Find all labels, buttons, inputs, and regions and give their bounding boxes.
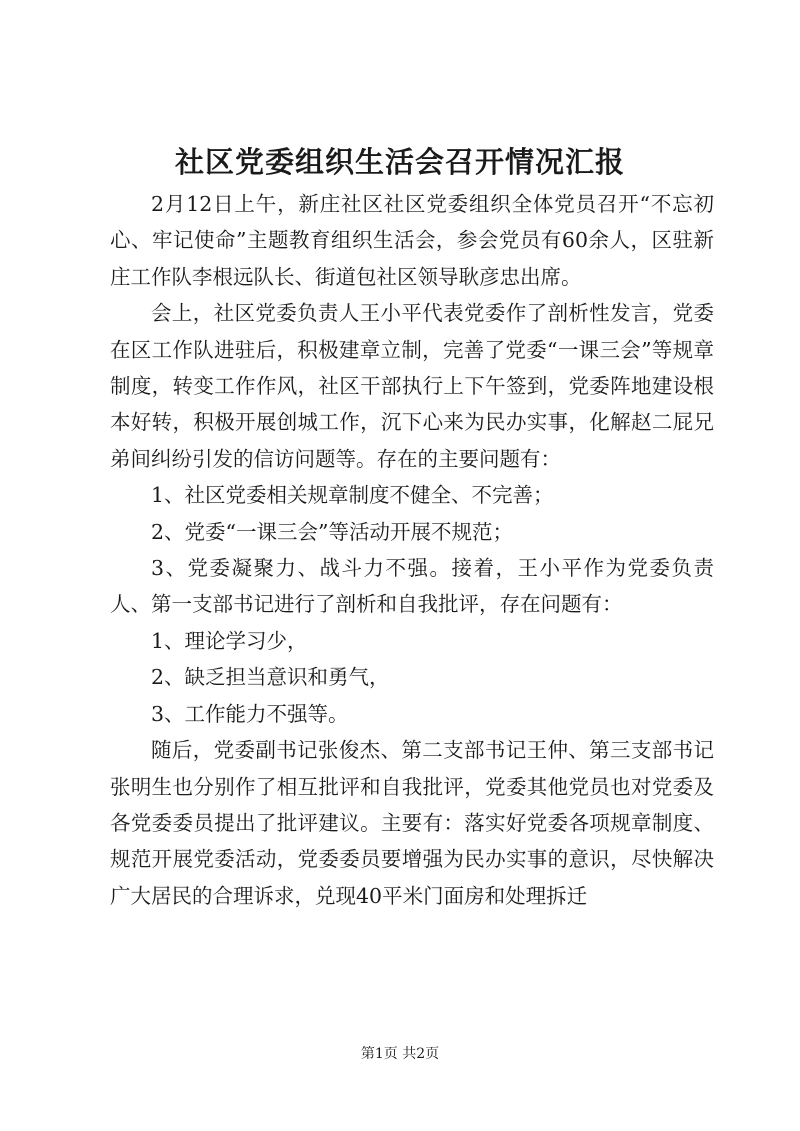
- list-item-self-criticism-1: 1、理论学习少，: [151, 628, 308, 653]
- paragraph-party-committee-speech: 会上，社区党委负责人王小平代表党委作了剖析性发言，党委在区工作队进驻后，积极建章立制，完善了党委“一课三会”等规章制度，转变工作作风，社区干部执行上下午签到，党委阵地建设根本好转，积极开展创城工作，沉下心来为民办实事，化解赵二屁兄弟间纠纷引发的信访问题等。存在的主要问题有：: [110, 301, 714, 471]
- paragraph-mutual-criticism: 随后，党委副书记张俊杰、第二支部书记王仲、第三支部书记张明生也分别作了相互批评和自我批评，党委其他党员也对党委及各党委委员提出了批评建议。主要有：落实好党委各项规章制度、规范开展党委活动，党委委员要增强为民办实事的意识，尽快解决广大居民的合理诉求，兑现40平米门面房和处理拆迁: [110, 738, 714, 908]
- paragraph-meeting-intro: 2月12日上午，新庄社区社区党委组织全体党员召开“不忘初心、牢记使命”主题教育组织生活会，参会党员有60余人，区驻新庄工作队李根远队长、街道包社区领导耿彦忠出席。: [110, 192, 714, 289]
- document-title: 社区党委组织生活会召开情况汇报: [174, 145, 625, 179]
- list-item-problem-2: 2、党委“一课三会”等活动开展不规范；: [151, 519, 514, 544]
- page-number-footer: 第1页 共2页: [360, 1046, 440, 1062]
- document-body: [110, 186, 714, 914]
- list-item-problem-3: 3、党委凝聚力、战斗力不强。接着，王小平作为党委负责人、第一支部书记进行了剖析和自我批评，存在问题有：: [110, 556, 714, 617]
- list-item-self-criticism-3: 3、工作能力不强等。: [151, 701, 349, 726]
- list-item-problem-1: 1、社区党委相关规章制度不健全、不完善；: [151, 483, 554, 508]
- list-item-self-criticism-2: 2、缺乏担当意识和勇气，: [151, 665, 390, 690]
